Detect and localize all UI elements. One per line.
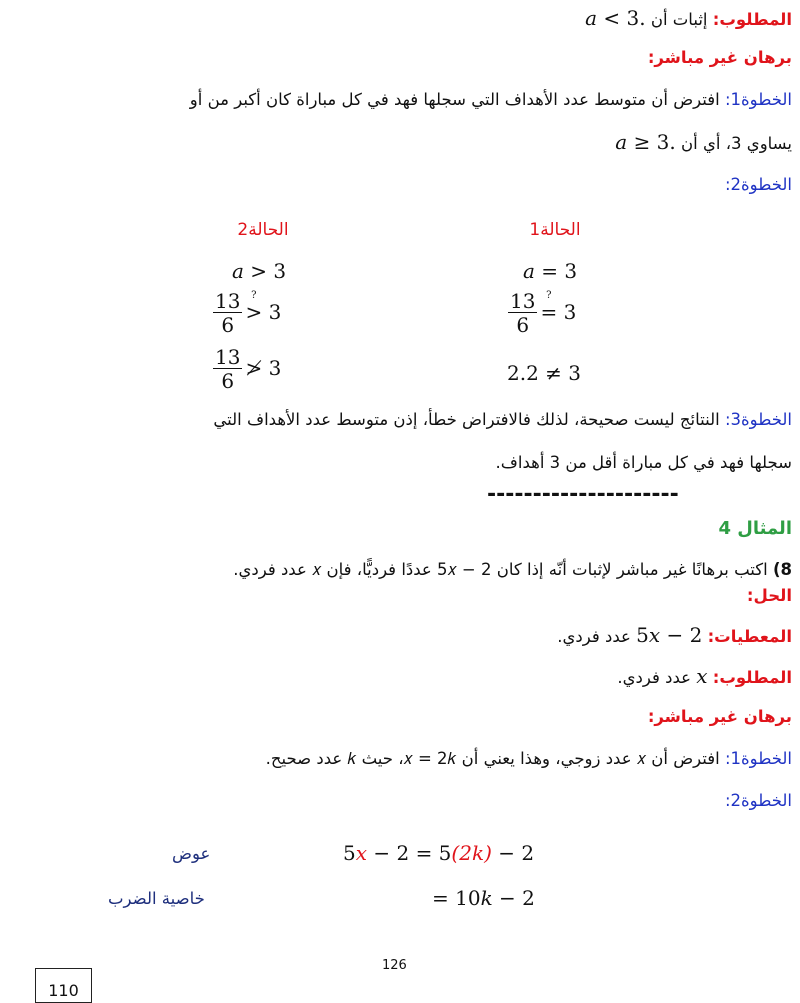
case2-title: الحالة2 [237,220,289,240]
equation-line-2: = 10𝑘 − 2 [432,886,535,910]
equation-line-1: 5𝑥 − 2 = 5(2𝑘) − 2 [343,841,535,865]
section-divider: --------------------- [487,482,679,507]
page-number: 126 [382,958,407,973]
reason-substitute: عوض [172,844,211,863]
required-line [585,6,792,32]
step1-text: افترض أن متوسط عدد الأهداف التي سجلها فهد في كل مباراة كان أكبر من أو [189,90,720,109]
step1-line2-math: 𝑎 ≥ 3. [615,130,676,154]
required-text: إثبات أن [650,10,708,29]
given-text: عدد فردي. [557,627,631,646]
given-label: المعطيات: [707,627,792,646]
substituted-2k: (2𝑘) [451,841,492,865]
required-line-2 [617,664,792,690]
required-math-2: 𝑥 [696,664,708,688]
case2-row3: $\frac{13}{6}$ ≯ 3 [215,345,282,393]
step3-label: الخطوة3: [724,410,792,429]
step3-text: النتائج ليست صحيحة، لذلك فالافتراض خطأ، إذن متوسط عدد الأهداف التي [213,410,720,429]
step1-line2-text: يساوي 3، أي أن [681,134,792,153]
page-box [35,968,92,1003]
required-label-2: المطلوب: [712,668,792,687]
required-text-2: عدد فردي. [617,668,691,687]
step1-label-ex4: الخطوة1: [724,749,792,768]
step1-label: الخطوة1: [724,90,792,109]
step3-line2: سجلها فهد في كل مباراة أقل من 3 أهداف. [495,453,792,472]
fraction: $\frac{13}{6}$ [215,289,241,337]
case2-row1: 𝑎 > 3 [232,259,287,283]
step2-label: الخطوة2: [724,175,792,194]
required-math: 𝑎 < 3. [585,6,646,30]
page-box-number: 110 [48,981,79,1000]
problem-number: 8) [772,560,792,579]
indirect-proof-heading: برهان غير مباشر: [647,48,792,67]
indirect-proof-heading-2: برهان غير مباشر: [647,707,792,726]
step2-label-ex4: الخطوة2: [724,791,792,810]
problem-line [233,558,792,582]
case1-row1: 𝑎 = 3 [523,259,578,283]
step1-line2 [615,130,792,156]
case1-row3: 2.2 ≠ 3 [507,361,582,385]
solution-label: الحل: [746,586,792,605]
case1-row2: $\frac{13}{6}$ ? = 3 [510,289,577,337]
step1-text-ex4: افترض أن 𝑥 عدد زوجي، وهذا يعني أن 𝑥 = 2𝑘، حيث 𝑘 عدد صحيح. [265,749,720,768]
example-title: المثال 4 [718,518,792,539]
questioned-equal: ? = [540,290,558,324]
step3-line1 [0,408,792,432]
fraction: $\frac{13}{6}$ [510,289,536,337]
questioned-greater: ? > [245,290,263,324]
fraction: $\frac{13}{6}$ [215,345,241,393]
case1-title: الحالة1 [529,220,581,240]
reason-multiplication: خاصية الضرب [108,889,205,908]
required-label: المطلوب: [712,10,792,29]
given-math: 5𝑥 − 2 [636,623,703,647]
step1-line1 [0,88,792,112]
step1-line-ex4 [266,747,792,771]
substituted-x: 𝑥 [355,841,368,865]
problem-text: اكتب برهانًا غير مباشر لإثبات أنّه إذا كان 5𝑥 − 2 عددًا فرديًّا، فإن 𝑥 عدد فردي. [233,560,768,579]
given-line [557,623,792,649]
case2-row2: $\frac{13}{6}$ ? > 3 [215,289,282,337]
